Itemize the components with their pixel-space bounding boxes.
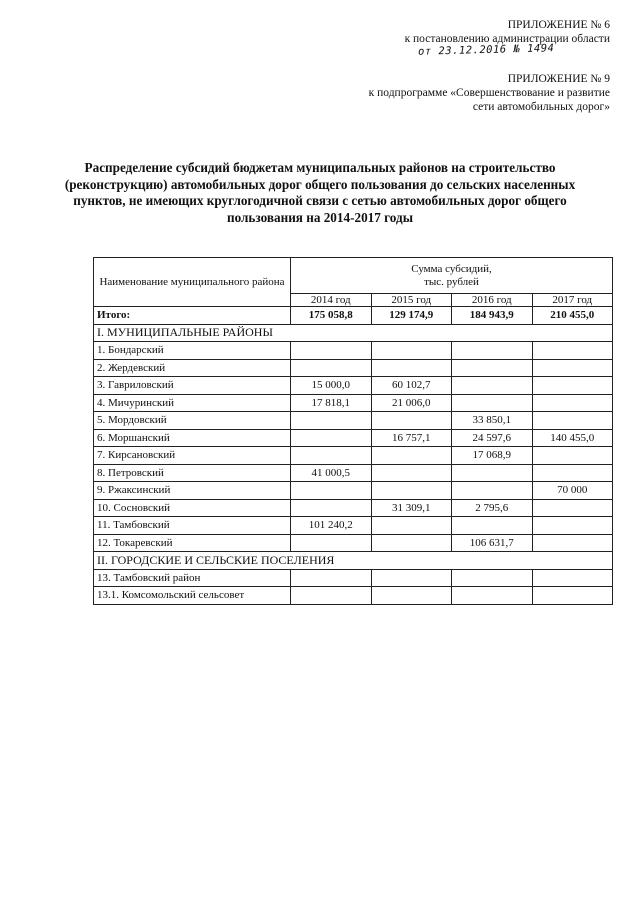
- district-name: 8. Петровский: [94, 464, 291, 482]
- value-2015: [371, 359, 452, 377]
- year-header: 2014 год: [291, 294, 372, 307]
- value-2016: [452, 342, 533, 360]
- column-header-sum: [291, 258, 613, 294]
- value-2017: [532, 447, 613, 465]
- annex-reference: к постановлению администрации области: [404, 33, 610, 45]
- value-2014: 15 000,0: [291, 377, 372, 395]
- table-row: [94, 447, 613, 465]
- section-row: [94, 324, 613, 342]
- value-2016: [452, 394, 533, 412]
- value-2017: [532, 517, 613, 535]
- section-title: I. МУНИЦИПАЛЬНЫЕ РАЙОНЫ: [94, 324, 613, 342]
- table-row: [94, 569, 613, 587]
- value-2016: [452, 377, 533, 395]
- table-row: [94, 394, 613, 412]
- value-2014: [291, 534, 372, 552]
- year-header: 2015 год: [371, 294, 452, 307]
- value-2014: [291, 342, 372, 360]
- value-2017: [532, 569, 613, 587]
- table-row: [94, 464, 613, 482]
- subsidy-table: [93, 257, 613, 605]
- sum-header-line: Сумма субсидий,: [411, 262, 492, 275]
- district-name: 2. Жердевский: [94, 359, 291, 377]
- district-name: 1. Бондарский: [94, 342, 291, 360]
- value-2016: 2 795,6: [452, 499, 533, 517]
- total-label: Итого:: [94, 307, 291, 325]
- value-2015: [371, 569, 452, 587]
- total-2017: 210 455,0: [532, 307, 613, 325]
- sum-header-unit: тыс. рублей: [424, 275, 479, 288]
- year-header: 2017 год: [532, 294, 613, 307]
- table-row: [94, 412, 613, 430]
- value-2016: 106 631,7: [452, 534, 533, 552]
- value-2016: [452, 482, 533, 500]
- table-row: [94, 517, 613, 535]
- table-row: [94, 587, 613, 605]
- value-2015: [371, 587, 452, 605]
- value-2017: 70 000: [532, 482, 613, 500]
- value-2016: 17 068,9: [452, 447, 533, 465]
- value-2017: [532, 464, 613, 482]
- table-row: [94, 482, 613, 500]
- district-name: 10. Сосновский: [94, 499, 291, 517]
- annex-reference: к подпрограмме «Совершенствование и развитие: [368, 87, 610, 99]
- value-2016: 24 597,6: [452, 429, 533, 447]
- section-row: [94, 552, 613, 570]
- value-2015: [371, 517, 452, 535]
- district-name: 9. Ржаксинский: [94, 482, 291, 500]
- table-row: [94, 359, 613, 377]
- value-2016: 33 850,1: [452, 412, 533, 430]
- value-2014: [291, 587, 372, 605]
- value-2014: 101 240,2: [291, 517, 372, 535]
- annex-number: ПРИЛОЖЕНИЕ № 6: [507, 19, 610, 31]
- district-name: 13. Тамбовский район: [94, 569, 291, 587]
- table-row: [94, 342, 613, 360]
- value-2017: [532, 394, 613, 412]
- value-2015: 16 757,1: [371, 429, 452, 447]
- value-2015: 60 102,7: [371, 377, 452, 395]
- district-name: 7. Кирсановский: [94, 447, 291, 465]
- table-row: [94, 499, 613, 517]
- value-2015: [371, 412, 452, 430]
- value-2015: 21 006,0: [371, 394, 452, 412]
- total-2014: 175 058,8: [291, 307, 372, 325]
- value-2016: [452, 587, 533, 605]
- value-2016: [452, 359, 533, 377]
- total-row: [94, 307, 613, 325]
- value-2014: 41 000,5: [291, 464, 372, 482]
- value-2015: [371, 482, 452, 500]
- district-name: 12. Токаревский: [94, 534, 291, 552]
- district-name: 5. Мордовский: [94, 412, 291, 430]
- handwritten-date-number: от 23.12.2016 № 1494: [417, 42, 555, 58]
- district-name: 3. Гавриловский: [94, 377, 291, 395]
- value-2016: [452, 517, 533, 535]
- value-2014: [291, 482, 372, 500]
- annex-header-9: [369, 72, 610, 114]
- value-2014: [291, 569, 372, 587]
- value-2014: [291, 429, 372, 447]
- value-2017: 140 455,0: [532, 429, 613, 447]
- value-2015: 31 309,1: [371, 499, 452, 517]
- value-2015: [371, 447, 452, 465]
- value-2017: [532, 412, 613, 430]
- value-2017: [532, 342, 613, 360]
- value-2014: [291, 359, 372, 377]
- district-name: 11. Тамбовский: [94, 517, 291, 535]
- value-2017: [532, 534, 613, 552]
- value-2017: [532, 359, 613, 377]
- value-2017: [532, 377, 613, 395]
- annex-header-6: [405, 18, 610, 46]
- value-2017: [532, 499, 613, 517]
- value-2015: [371, 464, 452, 482]
- value-2015: [371, 342, 452, 360]
- value-2015: [371, 534, 452, 552]
- total-2016: 184 943,9: [452, 307, 533, 325]
- district-name: 6. Моршанский: [94, 429, 291, 447]
- table-row: [94, 534, 613, 552]
- value-2014: [291, 447, 372, 465]
- district-name: 13.1. Комсомольский сельсовет: [94, 587, 291, 605]
- value-2014: 17 818,1: [291, 394, 372, 412]
- value-2017: [532, 587, 613, 605]
- value-2016: [452, 569, 533, 587]
- value-2014: [291, 412, 372, 430]
- annex-reference: сети автомобильных дорог»: [472, 101, 610, 113]
- table-row: [94, 429, 613, 447]
- value-2014: [291, 499, 372, 517]
- annex-number: ПРИЛОЖЕНИЕ № 9: [507, 73, 610, 85]
- document-title: Распределение субсидий бюджетам муниципальных районов на строительство (реконструкцию) автомобильных дорог общего пользования до сельских населенных пунктов, не имеющих круглогодичной связи с сетью автомобильных дорог общего пользования на 2014-2017 годы: [64, 160, 576, 225]
- table-row: [94, 377, 613, 395]
- value-2016: [452, 464, 533, 482]
- section-title: II. ГОРОДСКИЕ И СЕЛЬСКИЕ ПОСЕЛЕНИЯ: [94, 552, 613, 570]
- district-name: 4. Мичуринский: [94, 394, 291, 412]
- year-header: 2016 год: [452, 294, 533, 307]
- column-header-name: Наименование муниципального района: [94, 258, 291, 307]
- total-2015: 129 174,9: [371, 307, 452, 325]
